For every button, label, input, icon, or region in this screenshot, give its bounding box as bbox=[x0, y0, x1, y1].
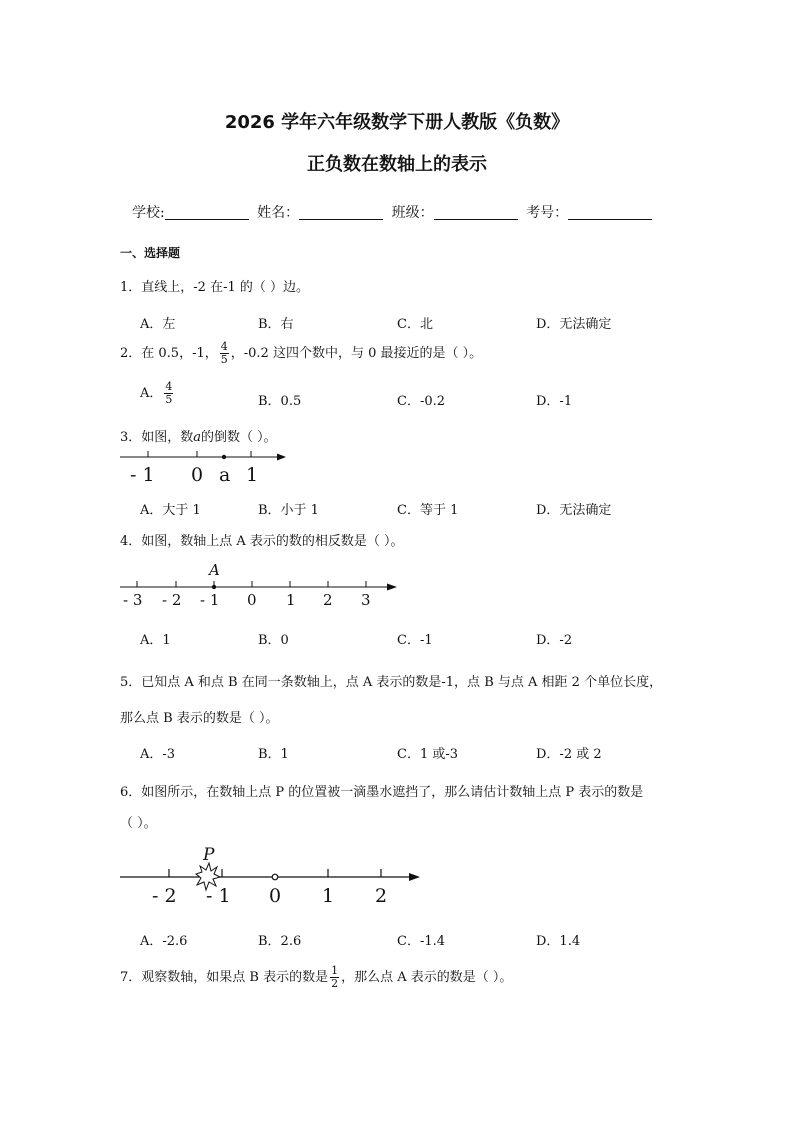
q4-label-0: 0 bbox=[247, 591, 257, 609]
q3-variable: a bbox=[193, 430, 202, 445]
q2-option-d: D．-1 bbox=[536, 394, 573, 409]
question-7 bbox=[120, 965, 512, 990]
page-title: 2026 学年六年级数学下册人教版《负数》 bbox=[224, 112, 570, 133]
q4-point-a bbox=[212, 585, 216, 589]
q3-label-0: 0 bbox=[191, 464, 204, 486]
q3-point-a bbox=[222, 455, 226, 459]
q4-label-3: 3 bbox=[361, 591, 371, 609]
q2-text-after: ，-0.2 这四个数中，与 0 最接近的是（ ）。 bbox=[230, 346, 483, 361]
q2-option-a-den: 5 bbox=[165, 393, 173, 406]
question-3 bbox=[120, 426, 277, 445]
q2-frac-num: 4 bbox=[220, 340, 228, 353]
q3-number-line bbox=[120, 448, 290, 488]
q6-number-line bbox=[120, 842, 430, 907]
q6-option-a: A．-2.6 bbox=[140, 934, 188, 949]
q5-option-b: B．1 bbox=[258, 747, 289, 762]
q4-label-neg2: - 2 bbox=[162, 591, 182, 609]
q3-label-a: a bbox=[219, 464, 231, 486]
question-1: 1．直线上，-2 在-1 的（ ）边。 bbox=[120, 280, 309, 295]
q4-label-2: 2 bbox=[323, 591, 333, 609]
q5-option-a: A．-3 bbox=[140, 747, 176, 762]
q4-label-neg1: - 1 bbox=[200, 591, 220, 609]
q7-fraction bbox=[330, 965, 339, 990]
q4-option-b: B．0 bbox=[258, 633, 289, 648]
q1-option-d: D．无法确定 bbox=[536, 317, 612, 332]
name-blank bbox=[299, 205, 383, 220]
q7-text-after: ，那么点 A 表示的数是（ ）。 bbox=[341, 970, 513, 985]
q4-point-a-label: A bbox=[209, 561, 220, 579]
q2-text-before: 2．在 0.5，-1， bbox=[120, 346, 218, 361]
q4-label-neg3: - 3 bbox=[123, 591, 143, 609]
q6-label-0: 0 bbox=[269, 885, 282, 907]
q7-text-before: 7．观察数轴，如果点 B 表示的数是 bbox=[120, 970, 329, 985]
q3-label-1: 1 bbox=[246, 464, 259, 486]
class-label: 班级： bbox=[391, 205, 434, 221]
section-title: 一、选择题 bbox=[120, 246, 181, 260]
q3-option-d: D．无法确定 bbox=[536, 503, 612, 518]
question-6-line-1: 6．如图所示，在数轴上点 P 的位置被一滴墨水遮挡了，那么请估计数轴上点 P 表示的数是 bbox=[120, 785, 644, 800]
q4-number-line bbox=[120, 560, 405, 610]
q1-option-b: B．右 bbox=[258, 317, 294, 332]
q6-label-neg2: - 2 bbox=[152, 885, 177, 907]
q7-frac-num: 1 bbox=[331, 964, 339, 977]
q2-fraction bbox=[220, 341, 229, 366]
q6-axis-arrow bbox=[409, 873, 420, 881]
question-6-line-2: （ ）。 bbox=[120, 816, 157, 831]
q2-option-a-fraction bbox=[164, 381, 173, 406]
q1-option-a: A．左 bbox=[140, 317, 176, 332]
q4-label-1: 1 bbox=[286, 591, 296, 609]
q4-option-c: C．-1 bbox=[397, 633, 433, 648]
q2-frac-den: 5 bbox=[220, 353, 228, 366]
q6-origin-point bbox=[272, 874, 278, 880]
q5-option-c: C．1 或-3 bbox=[397, 747, 459, 762]
q2-option-a-num: 4 bbox=[165, 380, 173, 393]
q7-frac-den: 2 bbox=[331, 977, 339, 990]
q6-label-1: 1 bbox=[322, 885, 335, 907]
question-5-line-1: 5．已知点 A 和点 B 在同一条数轴上，点 A 表示的数是-1，点 B 与点 A 相距 2 个单位长度， bbox=[120, 675, 663, 690]
q3-axis-arrow bbox=[277, 454, 286, 461]
class-blank bbox=[434, 205, 518, 220]
name-label: 姓名： bbox=[257, 205, 300, 221]
q3-text-after: 的倒数（ ）。 bbox=[201, 430, 277, 445]
q3-text-before: 3．如图，数 bbox=[120, 430, 194, 445]
page-subtitle: 正负数在数轴上的表示 bbox=[307, 154, 487, 175]
q6-option-c: C．-1.4 bbox=[397, 934, 446, 949]
q2-option-a bbox=[140, 381, 175, 406]
q2-option-a-prefix: A． bbox=[140, 386, 163, 401]
student-info-fields bbox=[132, 202, 656, 222]
exam-no-blank bbox=[568, 205, 652, 220]
q6-label-2: 2 bbox=[375, 885, 388, 907]
q6-option-d: D．1.4 bbox=[536, 934, 581, 949]
question-5-line-2: 那么点 B 表示的数是（ ）。 bbox=[120, 711, 279, 726]
question-4: 4．如图，数轴上点 A 表示的数的相反数是（ ）。 bbox=[120, 534, 404, 549]
q1-option-c: C．北 bbox=[397, 317, 433, 332]
q3-option-c: C．等于 1 bbox=[397, 503, 459, 518]
q4-option-d: D．-2 bbox=[536, 633, 573, 648]
q2-option-b: B．0.5 bbox=[258, 394, 302, 409]
q4-axis-arrow bbox=[387, 584, 397, 591]
question-2 bbox=[120, 341, 482, 366]
q2-option-c: C．-0.2 bbox=[397, 394, 446, 409]
school-blank bbox=[165, 205, 249, 220]
q3-option-b: B．小于 1 bbox=[258, 503, 319, 518]
q3-option-a: A．大于 1 bbox=[140, 503, 201, 518]
q4-option-a: A．1 bbox=[140, 633, 171, 648]
school-label: 学校: bbox=[132, 205, 165, 221]
q6-option-b: B．2.6 bbox=[258, 934, 302, 949]
q6-label-neg1: - 1 bbox=[206, 885, 231, 907]
exam-no-label: 考号： bbox=[526, 205, 569, 221]
q6-point-p-label: P bbox=[203, 845, 215, 865]
q5-option-d: D．-2 或 2 bbox=[536, 747, 602, 762]
q3-label-neg1: - 1 bbox=[130, 464, 155, 486]
